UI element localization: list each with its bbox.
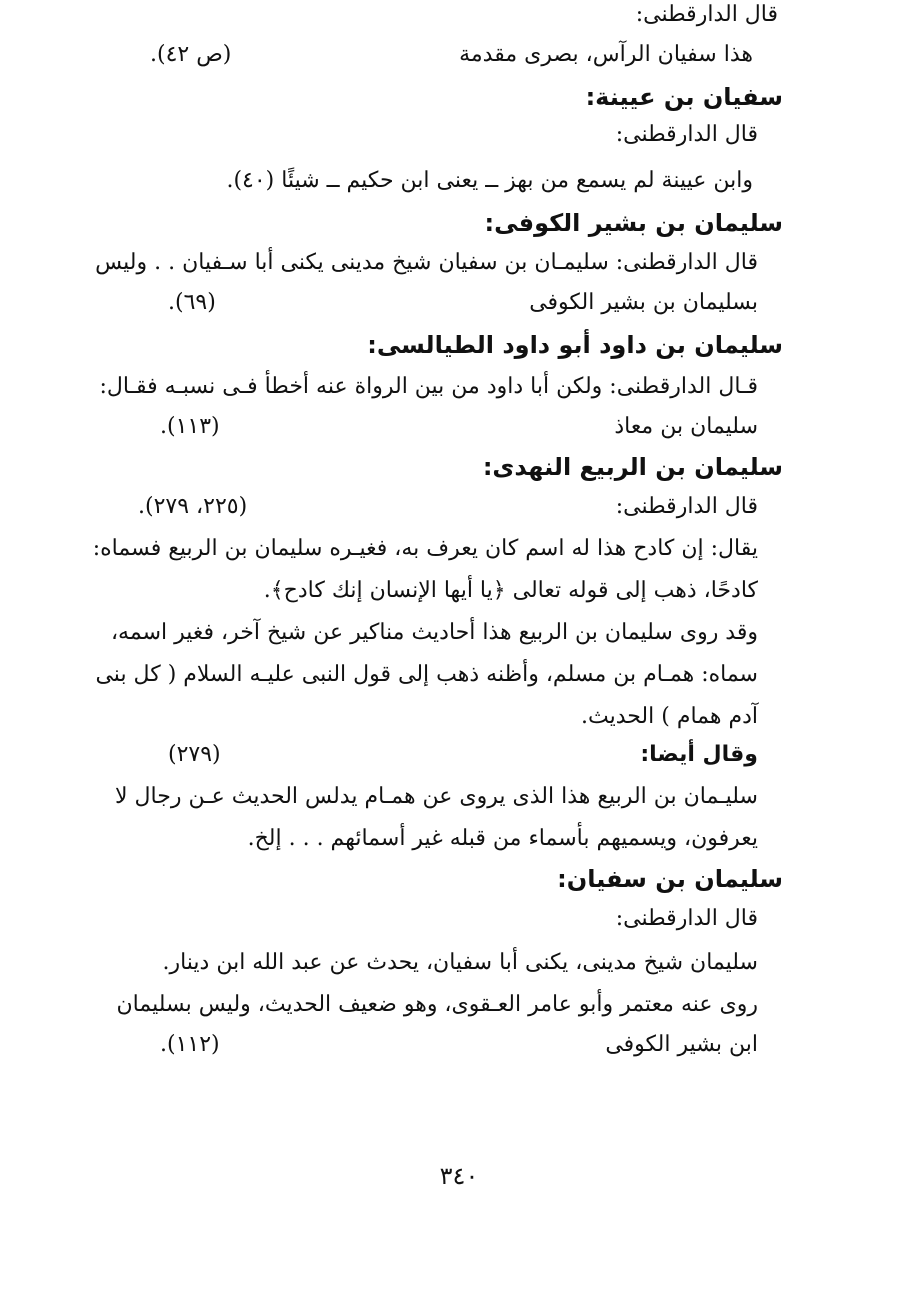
reference-citation: (٢٧٩) <box>168 742 221 767</box>
subheading: وقال أيضا: <box>640 742 758 767</box>
text-line: قال الدارقطنى: <box>615 494 758 519</box>
text-line: قال الدارقطنى: سليمـان بن سفيان شيخ مدينى يكنى أبا سـفيان . . وليس <box>95 250 758 275</box>
text-line: يعرفون، ويسميهم بأسماء من قبله غير أسمائهم . . . إلخ. <box>247 826 758 851</box>
page-number: ٣٤٠ <box>439 1162 479 1190</box>
reference-citation: (ص ٤٢). <box>150 42 232 67</box>
text-line: وابن عيينة لم يسمع من بهز ــ يعنى ابن حكيم ــ شيئًا (٤٠). <box>226 168 753 193</box>
text-line: هذا سفيان الرآس، بصرى مقدمة <box>459 42 753 67</box>
section-heading: سفيان بن عيينة: <box>585 83 783 111</box>
reference-citation: (٦٩). <box>168 290 216 315</box>
text-line: روى عنه معتمر وأبو عامر العـقوى، وهو ضعيف الحديث، وليس بسليمان <box>116 992 758 1017</box>
section-heading: سليمان بن بشير الكوفى: <box>484 209 783 237</box>
text-line: آدم همام ) الحديث. <box>580 704 758 729</box>
section-heading: سليمان بن سفيان: <box>557 865 783 893</box>
text-line: قال الدارقطنى: <box>615 906 758 931</box>
text-line: سليمان بن معاذ <box>614 414 758 439</box>
text-line: بسليمان بن بشير الكوفى <box>529 290 758 315</box>
text-line: سليـمان بن الربيع هذا الذى يروى عن همـام يدلس الحديث عـن رجال لا <box>115 784 758 809</box>
reference-citation: (٢٢٥، ٢٧٩). <box>138 494 248 519</box>
section-heading: سليمان بن الربيع النهدى: <box>482 453 783 481</box>
text-line: قال الدارقطنى: <box>615 122 758 147</box>
text-line: سماه: همـام بن مسلم، وأظنه ذهب إلى قول النبى عليـه السلام ( كل بنى <box>95 662 758 687</box>
text-line: كادحًا، ذهب إلى قوله تعالى ﴿يا أيها الإنسان إنك كادح﴾. <box>263 578 758 603</box>
text-line: قال الدارقطنى: <box>635 2 778 27</box>
text-line: ابن بشير الكوفى <box>605 1032 758 1057</box>
text-line: قـال الدارقطنى: ولكن أبا داود من بين الرواة عنه أخطأ فـى نسبـه فقـال: <box>99 374 758 399</box>
text-line: يقال: إن كادح هذا له اسم كان يعرف به، فغيـره سليمان بن الربيع فسماه: <box>92 536 758 561</box>
section-heading: سليمان بن داود أبو داود الطيالسى: <box>367 331 783 359</box>
reference-citation: (١١٢). <box>160 1032 220 1057</box>
reference-citation: (١١٣). <box>160 414 220 439</box>
text-line: سليمان شيخ مدينى، يكنى أبا سفيان، يحدث عن عبد الله ابن دينار. <box>162 950 758 975</box>
text-line: وقد روى سليمان بن الربيع هذا أحاديث مناكير عن شيخ آخر، فغير اسمه، <box>110 620 758 645</box>
